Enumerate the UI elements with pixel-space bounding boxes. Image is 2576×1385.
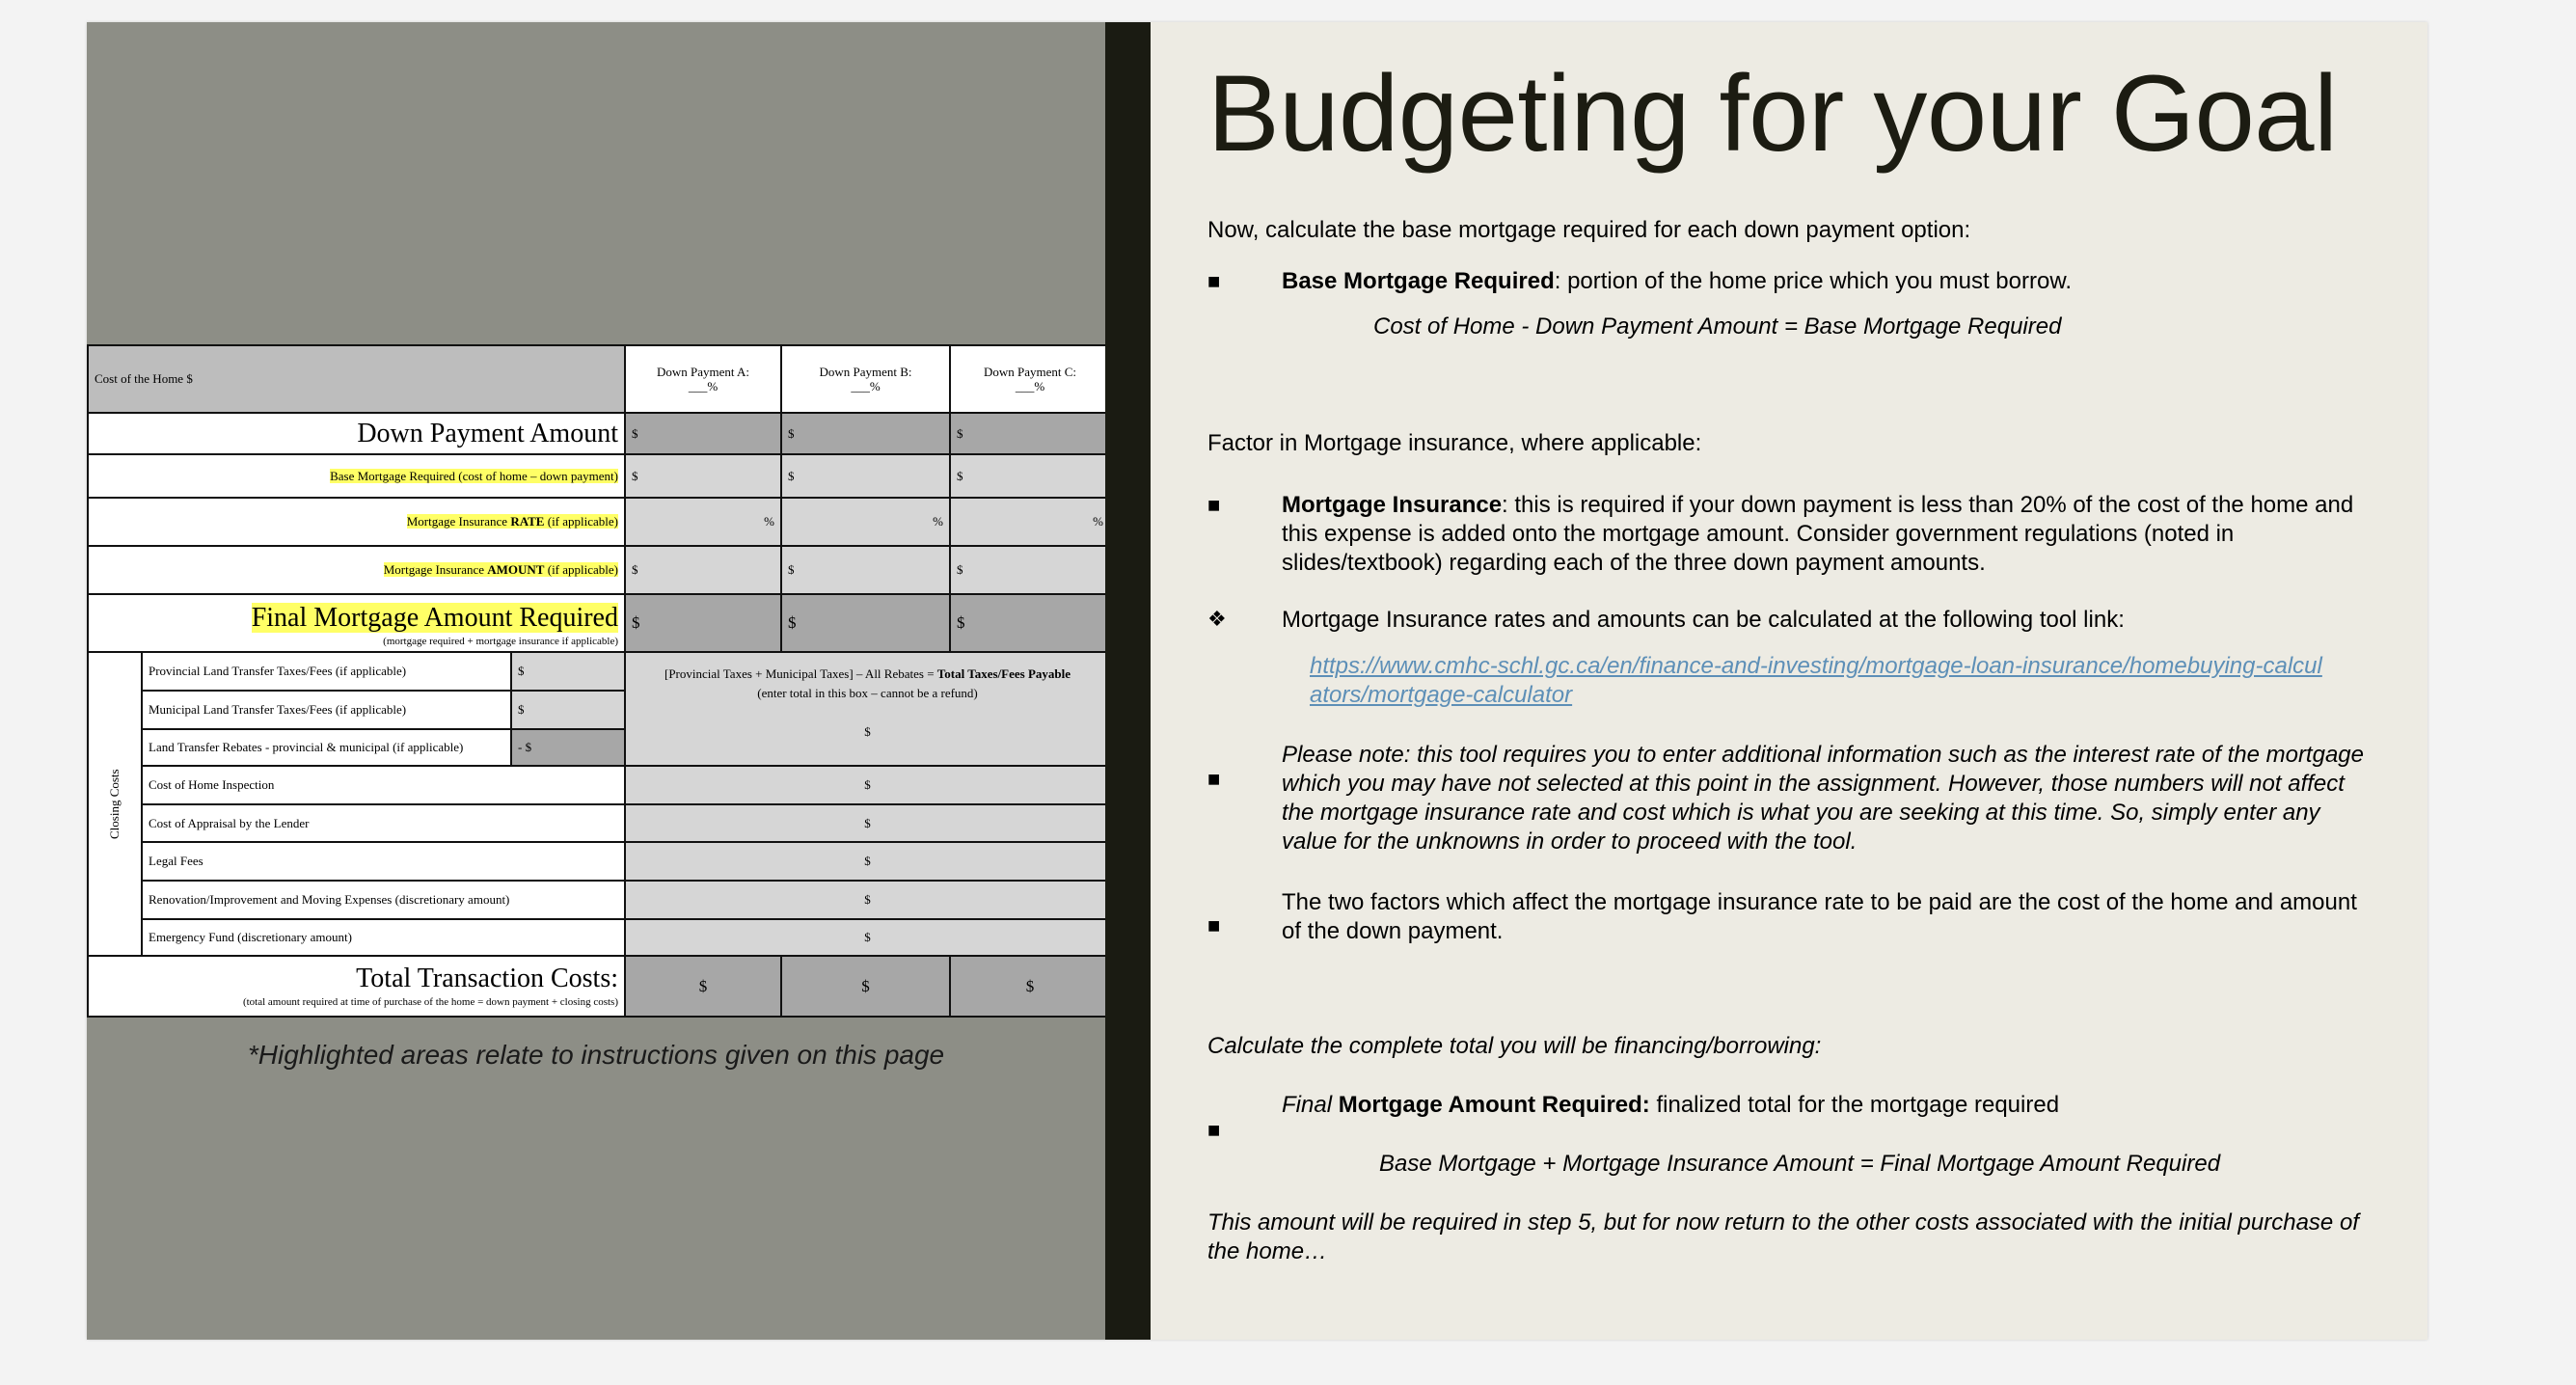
- bullet-final-mortgage: Final Mortgage Amount Required: finalized total for the mortgage required: [1282, 1092, 2060, 1118]
- down-payment-label: Down Payment Amount: [88, 413, 625, 454]
- down-payment-b[interactable]: $: [781, 413, 950, 454]
- bullet-two-factors: The two factors which affect the mortgage insurance rate to be paid are the cost of the home and amount of the down payment.: [1282, 889, 2357, 944]
- appraisal-input[interactable]: $: [625, 804, 1110, 842]
- mi-amount-c[interactable]: $: [950, 546, 1110, 594]
- cost-of-home-label: Cost of the Home $: [88, 345, 625, 413]
- rebates-input[interactable]: - $: [511, 729, 625, 766]
- final-mortgage-a[interactable]: $: [625, 594, 781, 652]
- intro-text: Now, calculate the base mortgage required for each down payment option:: [1207, 217, 1971, 243]
- calc-intro-text: Calculate the complete total you will be financing/borrowing:: [1207, 1033, 1822, 1059]
- final-mortgage-b[interactable]: $: [781, 594, 950, 652]
- renovation-label: Renovation/Improvement and Moving Expenses (discretionary amount): [142, 881, 625, 919]
- emergency-label: Emergency Fund (discretionary amount): [142, 919, 625, 956]
- closing-note: This amount will be required in step 5, but for now return to the other costs associated with the initial purchase of the home…: [1207, 1209, 2359, 1264]
- inspection-label: Cost of Home Inspection: [142, 766, 625, 804]
- base-mortgage-a[interactable]: $: [625, 454, 781, 498]
- inspection-input[interactable]: $: [625, 766, 1110, 804]
- emergency-input[interactable]: $: [625, 919, 1110, 956]
- mi-rate-b[interactable]: %: [781, 498, 950, 546]
- prov-tax-label: Provincial Land Transfer Taxes/Fees (if applicable): [142, 652, 511, 691]
- base-mortgage-c[interactable]: $: [950, 454, 1110, 498]
- worksheet-table: [87, 344, 1111, 1018]
- bullet-diamond-icon: ❖: [1207, 607, 1227, 631]
- base-mortgage-b[interactable]: $: [781, 454, 950, 498]
- renovation-input[interactable]: $: [625, 881, 1110, 919]
- total-c[interactable]: $: [950, 956, 1110, 1017]
- formula-base-mortgage: Cost of Home - Down Payment Amount = Base Mortgage Required: [1373, 313, 2062, 339]
- rebates-label: Land Transfer Rebates - provincial & municipal (if applicable): [142, 729, 511, 766]
- bullet-mortgage-insurance: Mortgage Insurance: this is required if your down payment is less than 20% of the cost of the home and this expense is added onto the mortgage amount. Consider government regulations (noted in slides/textbook) regarding each of the three down payment amounts.: [1282, 492, 2354, 576]
- down-payment-a[interactable]: $: [625, 413, 781, 454]
- bullet-tool-link-intro: Mortgage Insurance rates and amounts can be calculated at the following tool link:: [1282, 607, 2125, 633]
- mi-amount-label: Mortgage Insurance AMOUNT (if applicable): [88, 546, 625, 594]
- mi-amount-a[interactable]: $: [625, 546, 781, 594]
- total-label: Total Transaction Costs: (total amount required at time of purchase of the home = down payment + closing costs): [88, 956, 625, 1017]
- bullet-please-note: Please note: this tool requires you to enter additional information such as the interest rate of the mortgage which you may have not selected at this point in the assignment. However, those numbers will not affect the mortgage insurance rate and cost which is what you are seeking at this time. So, simply enter any value for the unknowns in order to proceed with the tool.: [1282, 742, 2364, 855]
- base-mortgage-label: Base Mortgage Required (cost of home – down payment): [88, 454, 625, 498]
- down-payment-c[interactable]: $: [950, 413, 1110, 454]
- worksheet-panel: [87, 22, 1105, 1340]
- appraisal-label: Cost of Appraisal by the Lender: [142, 804, 625, 842]
- formula-final-mortgage: Base Mortgage + Mortgage Insurance Amount = Final Mortgage Amount Required: [1379, 1151, 2221, 1177]
- factor-intro-text: Factor in Mortgage insurance, where applicable:: [1207, 430, 1702, 456]
- col-header-b: Down Payment B: ___%: [781, 345, 950, 413]
- total-a[interactable]: $: [625, 956, 781, 1017]
- bullet-square-icon: ■: [1207, 1118, 1221, 1142]
- col-header-c: Down Payment C: ___%: [950, 345, 1110, 413]
- mi-rate-a[interactable]: %: [625, 498, 781, 546]
- bullet-square-icon: ■: [1207, 493, 1221, 517]
- mi-rate-label: Mortgage Insurance RATE (if applicable): [88, 498, 625, 546]
- bullet-square-icon: ■: [1207, 913, 1221, 937]
- bullet-square-icon: ■: [1207, 269, 1221, 293]
- closing-costs-label: Closing Costs: [88, 652, 142, 956]
- mi-rate-c[interactable]: %: [950, 498, 1110, 546]
- bullet-square-icon: ■: [1207, 767, 1221, 791]
- legal-label: Legal Fees: [142, 842, 625, 881]
- final-mortgage-label: Final Mortgage Amount Required (mortgage required + mortgage insurance if applicable): [88, 594, 625, 652]
- prov-tax-input[interactable]: $: [511, 652, 625, 691]
- mi-amount-b[interactable]: $: [781, 546, 950, 594]
- footnote: *Highlighted areas relate to instructions given on this page: [247, 1040, 945, 1070]
- bullet-base-mortgage: Base Mortgage Required: portion of the home price which you must borrow.: [1282, 268, 2072, 294]
- legal-input[interactable]: $: [625, 842, 1110, 881]
- muni-tax-input[interactable]: $: [511, 691, 625, 729]
- final-mortgage-c[interactable]: $: [950, 594, 1110, 652]
- muni-tax-label: Municipal Land Transfer Taxes/Fees (if applicable): [142, 691, 511, 729]
- slide: [87, 22, 2427, 1340]
- mortgage-calculator-link[interactable]: https://www.cmhc-schl.gc.ca/en/finance-and-investing/mortgage-loan-insurance/homebuying-calculators/mortgage-calculator: [1310, 653, 2322, 708]
- col-header-a: Down Payment A: ___%: [625, 345, 781, 413]
- divider-bar: [1105, 22, 1151, 1340]
- total-b[interactable]: $: [781, 956, 950, 1017]
- total-taxes-cell[interactable]: [Provincial Taxes + Municipal Taxes] – All Rebates = Total Taxes/Fees Payable (enter total in this box – cannot be a refund) $: [625, 652, 1110, 766]
- page-title: Budgeting for your Goal: [1207, 53, 2338, 174]
